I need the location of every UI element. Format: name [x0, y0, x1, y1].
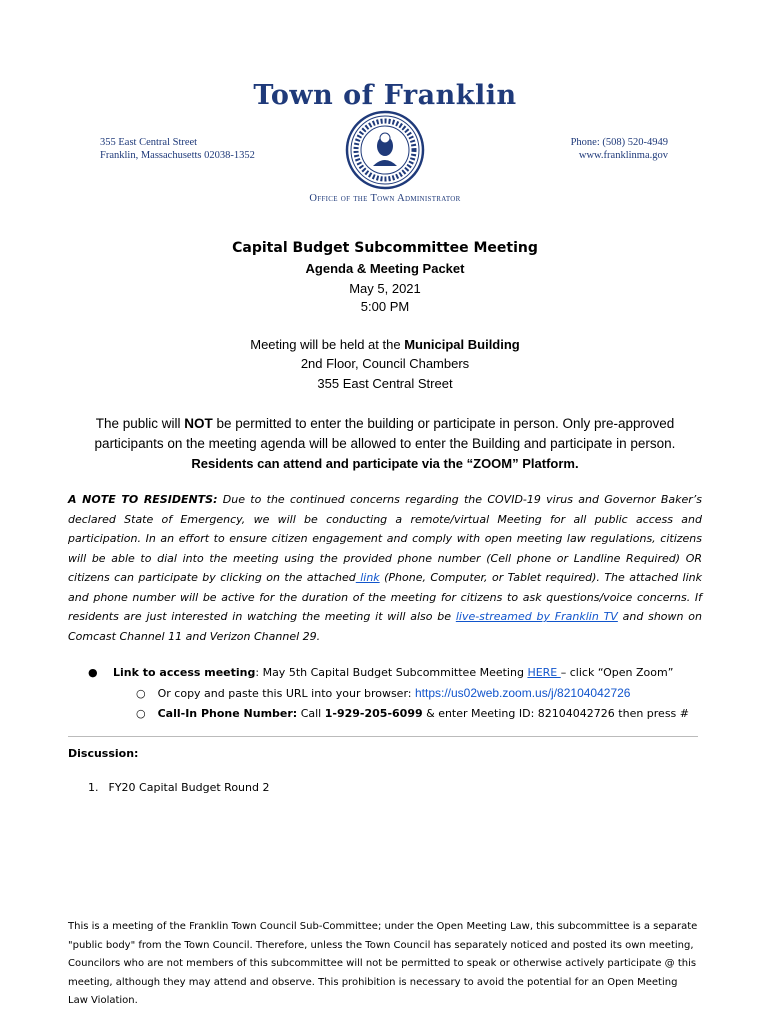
meeting-time: 5:00 PM — [360, 299, 410, 314]
access-after: – click “Open Zoom” — [560, 666, 674, 679]
public-notice — [0, 414, 770, 474]
town-seal-icon — [345, 110, 425, 190]
bullet-dot: ● — [88, 666, 98, 679]
item-number: 1. — [88, 781, 99, 794]
town-address — [100, 136, 255, 162]
town-name-heading: Town of Franklin — [253, 80, 517, 111]
access-label: Link to access meeting — [113, 666, 256, 679]
phone-text-2: & enter Meeting ID: 82104042726 then press # — [422, 707, 690, 720]
circle-bullet-icon: ○ — [136, 707, 146, 720]
public-notice-text — [65, 414, 705, 454]
divider — [68, 736, 698, 737]
note-to-residents — [68, 490, 702, 646]
meeting-location — [0, 337, 770, 352]
notice-part-1: The public will — [95, 416, 185, 431]
note-label: A NOTE TO RESIDENTS: — [68, 493, 218, 506]
note-text-1: Due to the continued concerns regarding the COVID-19 virus and Governor Baker’s declared State of Emergency, we will be conducting a remote/virtual Meeting for all public access and participation. In an effort to ensure citizen engagement and comply with open meeting law regulations, citizens will be able to dial into the meeting using the provided phone number (Cell phone or Landline Required) OR citizens can participate by clicking on the attached — [68, 493, 702, 584]
discussion-heading: Discussion: — [68, 747, 139, 760]
note-link[interactable]: link — [355, 571, 380, 584]
office-name: Office of the Town Administrator — [309, 193, 461, 204]
location-building: Municipal Building — [404, 337, 520, 352]
phone-label: Call-In Phone Number: — [157, 707, 298, 720]
phone-text: Phone: (508) 520-4949 — [570, 137, 668, 148]
town-contact — [571, 136, 668, 162]
url-subitem — [136, 686, 630, 700]
discussion-item-text: FY20 Capital Budget Round 2 — [108, 781, 270, 794]
franklin-tv-link[interactable]: live-streamed by Franklin TV — [455, 610, 618, 623]
circle-bullet-icon: ○ — [136, 687, 146, 700]
location-prefix: Meeting will be held at the — [250, 337, 405, 352]
notice-bold: NOT — [184, 416, 213, 431]
open-meeting-law-footer: This is a meeting of the Franklin Town Council Sub-Committee; under the Open Meeting Law, this subcommittee is a separate "public body" from the Town Council. Therefore, unless the Town Council has separately noticed and posted its own meeting, Councilors who are not members of this subcommittee will not be permitted to speak or otherwise actively participate @ this meeting, although they may attend and observe. This prohibition is necessary to avoid the potential for an Open Meeting Law Violation. — [68, 921, 698, 1006]
access-bullet-text — [113, 666, 673, 679]
meeting-date: May 5, 2021 — [349, 281, 421, 296]
zoom-line: Residents can attend and participate via the “ZOOM” Platform. — [191, 456, 579, 471]
here-link[interactable]: HERE — [527, 666, 561, 679]
access-text: : May 5th Capital Budget Subcommittee Meeting — [255, 666, 528, 679]
address-line-1: 355 East Central Street — [100, 137, 198, 148]
location-line-3: 355 East Central Street — [317, 376, 453, 391]
phone-subitem — [136, 707, 689, 720]
phone-number: 1-929-205-6099 — [324, 707, 423, 720]
zoom-url[interactable]: https://us02web.zoom.us/j/82104042726 — [414, 686, 631, 700]
address-line-2: Franklin, Massachusetts 02038-1352 — [100, 150, 255, 161]
notice-part-2: be permitted to enter the building or participate in person. Only pre-approved participants on the meeting agenda will be allowed to enter the Building and participate in person. — [94, 416, 676, 451]
note-text-3: and shown on Comcast Channel 11 and Verizon Channel 29. — [68, 610, 702, 643]
meeting-subtitle: Agenda & Meeting Packet — [305, 261, 465, 276]
location-line-2: 2nd Floor, Council Chambers — [300, 356, 470, 371]
discussion-item — [88, 781, 269, 794]
phone-text-1: Call — [297, 707, 325, 720]
url-instruction: Or copy and paste this URL into your browser: — [157, 687, 415, 700]
note-text-2: (Phone, Computer, or Tablet required). The attached link and phone number will be active for the duration of the meeting for citizens to ask questions/voice concerns. If residents are just interested in watching the meeting it will also be — [68, 571, 702, 623]
website-text: www.franklinma.gov — [578, 150, 668, 161]
meeting-title: Capital Budget Subcommittee Meeting — [232, 240, 538, 256]
